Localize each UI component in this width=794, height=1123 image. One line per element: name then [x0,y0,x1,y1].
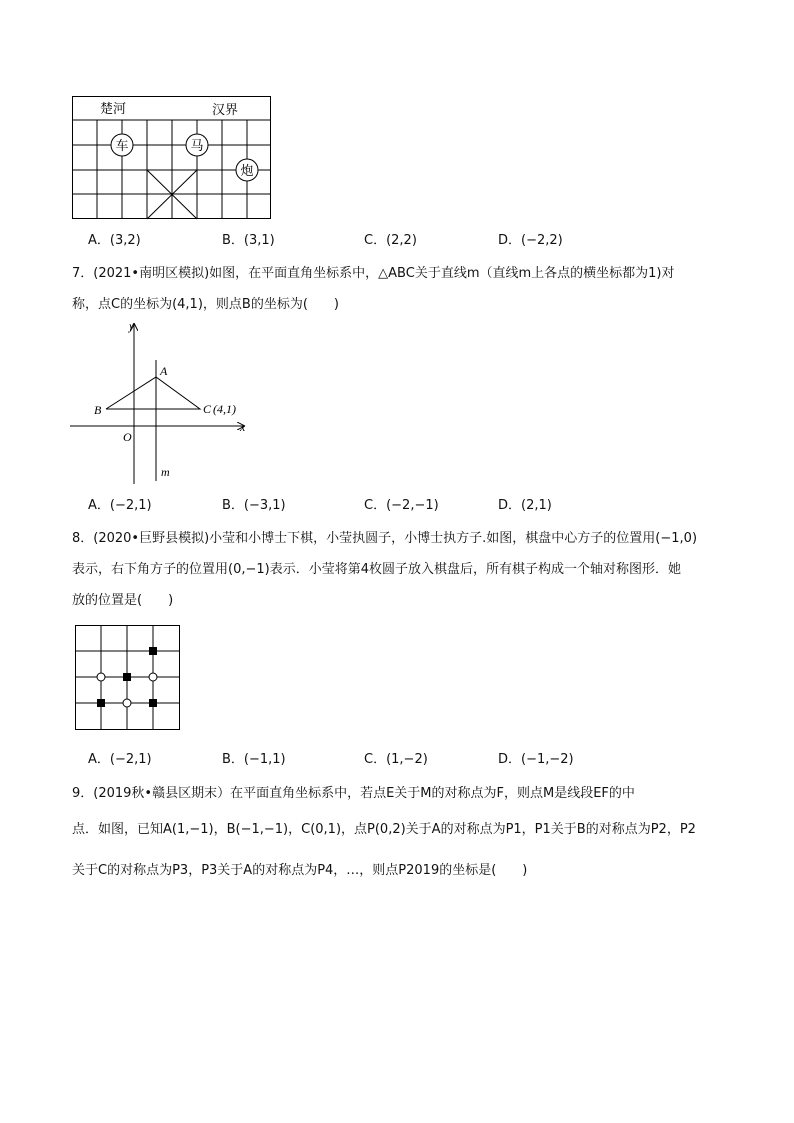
q8-option-c: C．(1,−2) [364,752,428,767]
q6-option-c: C．(2,2) [364,233,417,248]
q6-option-d: D．(−2,2) [498,233,563,248]
q9-text-line2: 点．如图，已知A(1,−1)，B(−1,−1)，C(0,1)，点P(0,2)关于A的对称点为P1，P1关于B的对称点为P2，P2 [72,822,696,837]
q6-option-b: B．(3,1) [222,233,275,248]
river-left-label: 楚河 [100,102,127,117]
point-b-label: B [94,403,102,417]
axis-y-label: y [129,319,135,333]
line-m-label: m [161,465,170,479]
point-a-label: A [160,364,168,378]
q7-option-b: B．(−3,1) [222,498,286,513]
chess-board-figure [72,96,272,220]
q8-option-b: B．(−1,1) [222,752,286,767]
q8-option-a: A．(−2,1) [88,752,152,767]
piece-che: 车 [115,139,129,154]
axis-x-label: x [240,420,246,434]
q7-option-d: D．(2,1) [498,498,552,513]
q8-text-line3: 放的位置是( ) [72,593,174,608]
piece-ma: 马 [190,139,204,154]
q6-option-a: A．(3,2) [88,233,141,248]
point-c-label: C [203,402,212,416]
point-c-coord: (4,1) [213,402,236,416]
q8-option-d: D．(−1,−2) [498,752,574,767]
q9-text-line3: 关于C的对称点为P3，P3关于A的对称点为P4，…，则点P2019的坐标是( ) [72,863,528,878]
q9-text-line1: 9．(2019秋•赣县区期末）在平面直角坐标系中，若点E关于M的对称点为F，则点M是线段EF的中 [72,786,635,801]
river-right-label: 汉界 [212,103,239,118]
q7-text-line1: 7．(2021•南明区模拟)如图，在平面直角坐标系中，△ABC关于直线m（直线m上各点的横坐标都为1)对 [72,266,675,281]
q8-text-line2: 表示，右下角方子的位置用(0,−1)表示．小莹将第4枚圆子放入棋盘后，所有棋子构成一个轴对称图形．她 [72,562,681,577]
piece-pao: 炮 [240,164,254,179]
coordinate-triangle-figure [66,316,256,488]
q7-option-c: C．(−2,−1) [364,498,439,513]
q7-option-a: A．(−2,1) [88,498,152,513]
q8-text-line1: 8．(2020•巨野县模拟)小莹和小博士下棋，小莹执圆子，小博士执方子.如图，棋盘中心方子的位置用(−1,0) [72,531,698,546]
go-board-figure [75,625,181,731]
origin-label: O [123,430,132,444]
q7-text-line2: 称，点C的坐标为(4,1)，则点B的坐标为( ) [72,297,339,312]
